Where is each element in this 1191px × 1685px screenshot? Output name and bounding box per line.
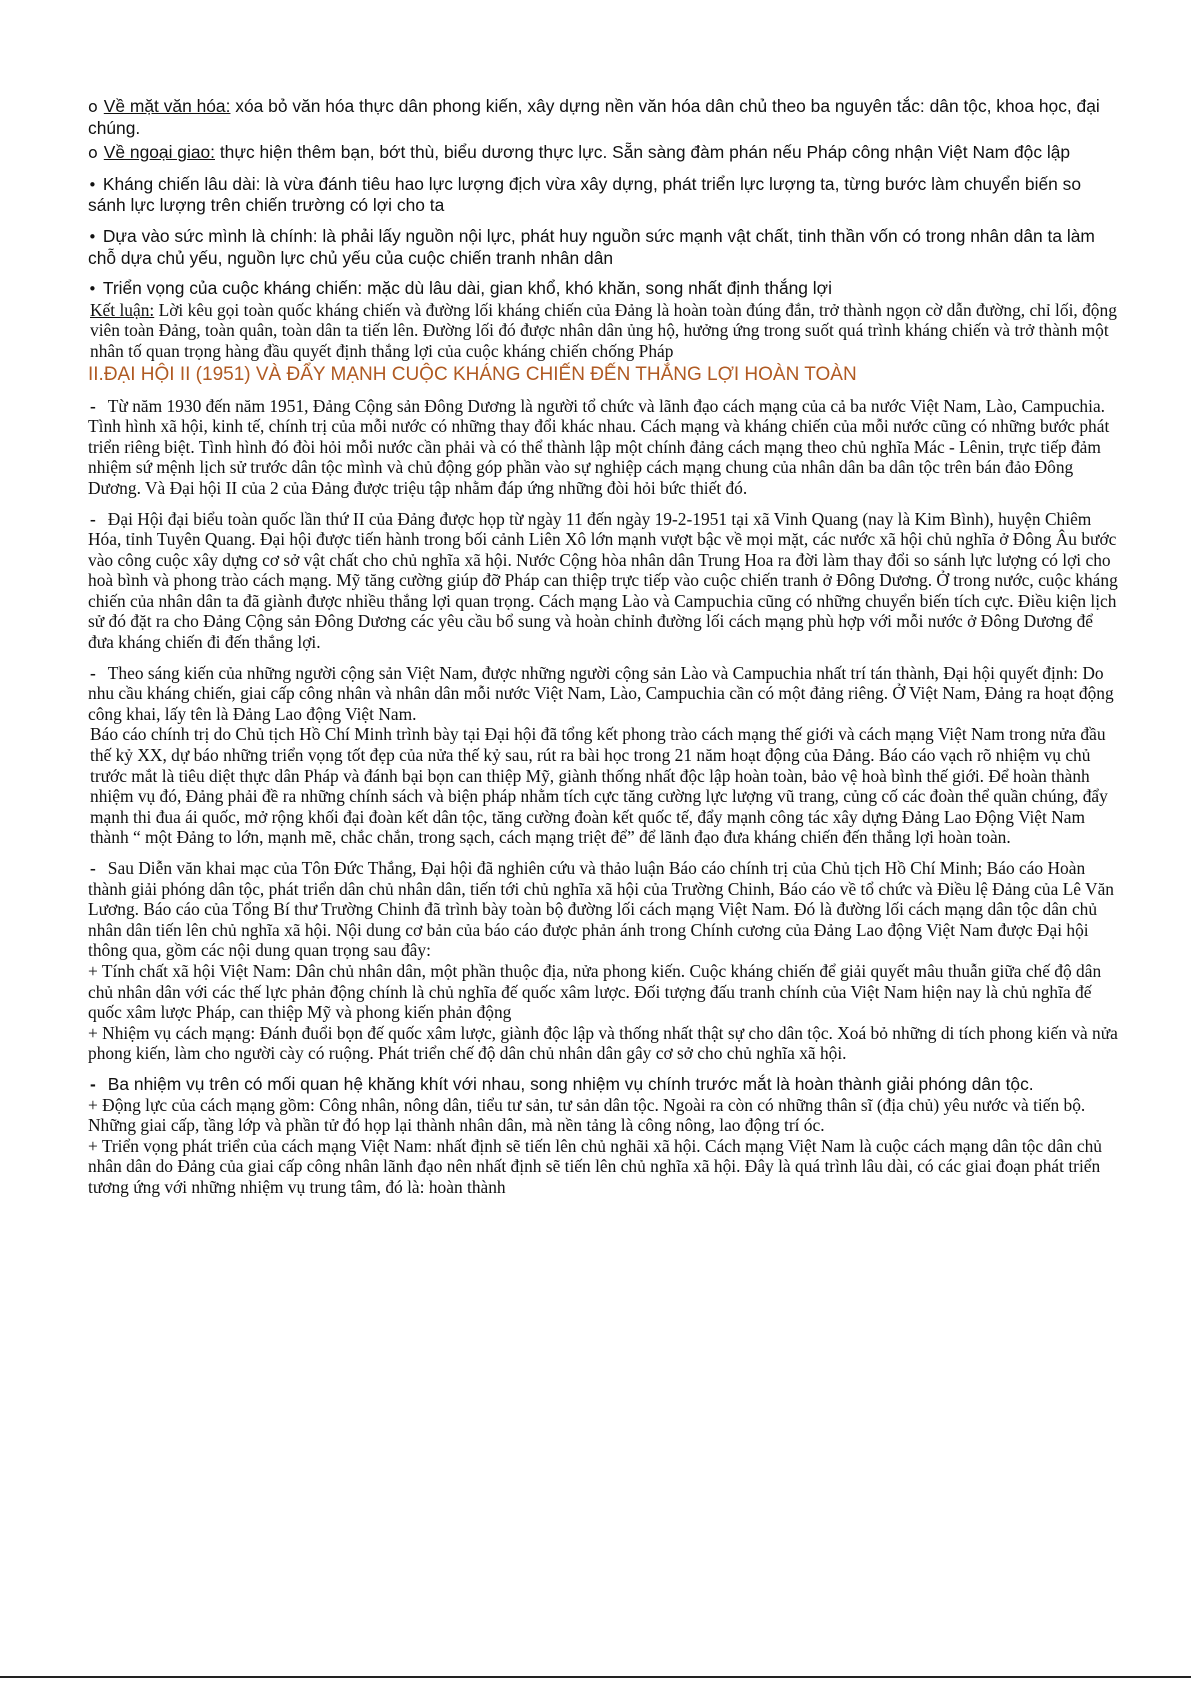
bullet-icon: • <box>88 227 97 246</box>
bullet-item <box>88 174 1123 216</box>
dash-bullet-icon: - <box>90 1073 96 1094</box>
paragraph-3b: Báo cáo chính trị do Chủ tịch Hồ Chí Minh trình bày tại Đại hội đã tổng kết phong trào cách mạng thế giới và cách mạng Việt Nam trong nửa đầu thế kỷ XX, dự báo những triển vọng tốt đẹp của nửa thế kỷ sau, rút ra bài học trong 21 năm hoạt động của Đảng. Báo cáo vạch rõ nhiệm vụ chủ trước mắt là tiêu diệt thực dân Pháp và đánh bại bọn can thiệp Mỹ, giành thống nhất độc lập hoàn toàn, bảo vệ hoà bình thế giới. Để hoàn thành nhiệm vụ đó, Đảng phải đề ra những chính sách và biện pháp nhằm tích cực tăng cường lực lượng vũ trang, củng cố các đoàn thể quần chúng, đẩy mạnh thi đua ái quốc, mở rộng khối đại đoàn kết dân tộc, tăng cường đoàn kết quốc tế, đẩy mạnh công tác xây dựng Đảng Lao Động Việt Nam thành “ một Đảng to lớn, mạnh mẽ, chắc chắn, trong sạch, cách mạng triệt để” để lãnh đạo đưa kháng chiến đến thắng lợi hoàn toàn. <box>90 724 1108 848</box>
diplomacy-text: thực hiện thêm bạn, bớt thù, biểu dương thực lực. Sẵn sàng đàm phán nếu Pháp công nhận Việt Nam độc lập <box>215 142 1071 163</box>
diplomacy-label: Về ngoại giao: <box>103 142 215 163</box>
paragraph-5 <box>88 1074 1123 1095</box>
plus-item-2: + Nhiệm vụ cách mạng: Đánh đuổi bọn đế quốc xâm lược, giành độc lập và thống nhất thật sự cho dân tộc. Xoá bỏ những di tích phong kiến và nửa phong kiến, làm cho người cày có ruộng. Phát triển chế độ dân chủ nhân dân gây cơ sở cho chủ nghĩa xã hội. <box>88 1022 1118 1064</box>
diplomacy-item <box>88 142 1123 164</box>
circle-bullet-icon: o <box>88 97 98 116</box>
section-heading: II.ĐẠI HỘI II (1951) VÀ ĐẨY MẠNH CUỘC KHÁNG CHIẾN ĐẾN THẮNG LỢI HOÀN TOÀN <box>88 363 857 385</box>
paragraph-text: Từ năm 1930 đến năm 1951, Đảng Cộng sản Đông Dương là người tổ chức và lãnh đạo cách mạng của cả ba nước Việt Nam, Lào, Campuchia. Tình hình xã hội, kinh tế, chính trị của mỗi nước có những thay đổi khác nhau. Cách mạng và kháng chiến của mỗi nước cũng có những bước phát triển riêng biệt. Tình hình đó đòi hỏi mỗi nước cần phải và có thể thành lập một chính đảng cách mạng theo chủ nghĩa Mác - Lênin, trực tiếp đảm nhiệm sứ mệnh lịch sử trước dân tộc mình và chủ động góp phần vào sự nghiệp cách mạng chung của nhân dân ba dân tộc trên bán đảo Đông Dương. Và Đại hội II của 2 của Đảng được triệu tập nhằm đáp ứng những đòi hỏi bức thiết đó. <box>88 395 1110 498</box>
paragraph-3 <box>88 663 1123 725</box>
conclusion <box>88 300 1123 362</box>
dash-bullet-icon: - <box>90 508 96 529</box>
plus-item-1: + Tính chất xã hội Việt Nam: Dân chủ nhân dân, một phần thuộc địa, nửa phong kiến. Cuộc kháng chiến để giải quyết mâu thuẫn giữa chế độ dân chủ nhân dân với các thế lực phản động chính là chủ nghĩa đế quốc xâm lược. Đối tượng đấu tranh chính của Việt Nam hiện nay là chủ nghĩa đế quốc xâm lược Pháp, can thiệp Mỹ và phong kiến phản động <box>88 960 1102 1023</box>
paragraph-text: Đại Hội đại biểu toàn quốc lần thứ II của Đảng được họp từ ngày 11 đến ngày 19-2-1951 tại xã Vinh Quang (nay là Kim Bình), huyện Chiêm Hóa, tỉnh Tuyên Quang. Đại hội được tiến hành trong bối cảnh Liên Xô lớn mạnh vượt bậc về mọi mặt, các nước xã hội chủ nghĩa ở Đông Âu bước vào công cuộc xây dựng cơ sở vật chất cho chủ nghĩa xã hội. Nước Cộng hòa nhân dân Trung Hoa ra đời làm thay đổi so sánh lực lượng có lợi cho hoà bình và phong trào cách mạng. Mỹ tăng cường giúp đỡ Pháp can thiệp trực tiếp vào cuộc chiến tranh ở Đông Dương. Ở trong nước, cuộc kháng chiến của nhân dân ta đã giành được nhiều thắng lợi quan trọng. Cách mạng Lào và Campuchia cũng có những chuyển biến tích cực. Điều kiện lịch sử đó đặt ra cho Đảng Cộng sản Đông Dương các yêu cầu bổ sung và hoàn chỉnh đường lối cách mạng phù hợp với mỗi nước ở Đông Dương để đưa kháng chiến đi đến thắng lợi. <box>88 508 1118 653</box>
bullet-item <box>88 226 1123 268</box>
bullet-text: Dựa vào sức mình là chính: là phải lấy nguồn nội lực, phát huy nguồn sức mạnh vật chất, tinh thần vốn có trong nhân dân ta làm chỗ dựa chủ yếu, nguồn lực chủ yếu của cuộc chiến tranh nhân dân <box>88 225 1095 268</box>
culture-item <box>88 96 1123 138</box>
culture-label: Về mặt văn hóa: <box>103 96 231 116</box>
bullet-text: Kháng chiến lâu dài: là vừa đánh tiêu hao lực lượng địch vừa xây dựng, phát triển lực lượng ta, từng bước làm chuyển biến so sánh lực lượng trên chiến trường có lợi cho ta <box>88 173 1082 216</box>
page-bottom-rule <box>0 1676 1191 1678</box>
bullet-icon: • <box>88 280 97 299</box>
conclusion-text: Lời kêu gọi toàn quốc kháng chiến và đường lối kháng chiến của Đảng là hoàn toàn đúng đắn, trở thành ngọn cờ dẫn đường, chỉ lối, động viên toàn Đảng, toàn quân, toàn dân ta tiến lên. Đường lối đó được nhân dân ủng hộ, hưởng ứng trong suốt quá trình kháng chiến và trở thành một nhân tố quan trọng hàng đầu quyết định thắng lợi của cuộc kháng chiến chống Pháp <box>90 299 1117 361</box>
document-page <box>88 96 1123 1198</box>
conclusion-label: Kết luận: <box>90 299 155 320</box>
paragraph-text: Sau Diễn văn khai mạc của Tôn Đức Thắng, Đại hội đã nghiên cứu và thảo luận Báo cáo chính trị của Chủ tịch Hồ Chí Minh; Báo cáo Hoàn thành giải phóng dân tộc, phát triển dân chủ nhân dân, tiến tới chủ nghĩa xã hội của Trường Chinh, Báo cáo về tổ chức và Điều lệ Đảng của Lê Văn Lương. Báo cáo của Tổng Bí thư Trường Chinh đã trình bày toàn bộ đường lối cách mạng Việt Nam. Đó là đường lối cách mạng dân tộc dân chủ nhân dân tiến lên chủ nghĩa xã hội. Nội dung cơ bản của báo cáo được phản ánh trong Chính cương của Đảng Lao động Việt Nam được Đại hội thông qua, gồm các nội dung quan trọng sau đây: <box>88 858 1114 961</box>
paragraph-text: Ba nhiệm vụ trên có mối quan hệ khăng khít với nhau, song nhiệm vụ chính trước mắt là hoàn thành giải phóng dân tộc. <box>107 1073 1034 1094</box>
paragraph-text: Theo sáng kiến của những người cộng sản Việt Nam, được những người cộng sản Lào và Campuchia nhất trí tán thành, Đại hội quyết định: Do nhu cầu kháng chiến, giai cấp công nhân và nhân dân mỗi nước Việt Nam, Lào, Campuchia cần có một đảng riêng. Ở Việt Nam, Đảng ra hoạt động công khai, lấy tên là Đảng Lao động Việt Nam. <box>88 662 1114 724</box>
culture-text: xóa bỏ văn hóa thực dân phong kiến, xây dựng nền văn hóa dân chủ theo ba nguyên tắc: dân tộc, khoa học, đại chúng. <box>88 96 1100 138</box>
paragraph-1 <box>88 396 1123 499</box>
plus-item-4: + Triển vọng phát triển của cách mạng Việt Nam: nhất định sẽ tiến lên chủ nghãi xã hội. Cách mạng Việt Nam là cuộc cách mạng dân tộc dân chủ nhân dân do Đảng của giai cấp công nhân lãnh đạo nên nhất định sẽ tiến lên chủ nghĩa xã hội. Đây là quá trình lâu dài, có các giai đoạn phát triển tương ứng với những nhiệm vụ trung tâm, đó là: hoàn thành <box>88 1135 1102 1197</box>
dash-bullet-icon: - <box>90 858 96 878</box>
bullet-item <box>88 278 1123 300</box>
bullet-text: Triển vọng của cuộc kháng chiến: mặc dù lâu dài, gian khổ, khó khăn, song nhất định thắng lợi <box>102 278 832 299</box>
circle-bullet-icon: o <box>88 143 98 163</box>
bullet-icon: • <box>88 175 97 194</box>
paragraph-2 <box>88 509 1123 653</box>
plus-item-3: + Động lực của cách mạng gồm: Công nhân, nông dân, tiểu tư sản, tư sản dân tộc. Ngoài ra còn có những thân sĩ (địa chủ) yêu nước và tiến bộ. Những giai cấp, tầng lớp và phần tử đó họp lại thành nhân dân, mà nền tảng là công nông, lao động trí óc. <box>88 1094 1086 1136</box>
dash-bullet-icon: - <box>90 662 96 683</box>
dash-bullet-icon: - <box>90 395 96 416</box>
paragraph-4 <box>88 858 1123 961</box>
